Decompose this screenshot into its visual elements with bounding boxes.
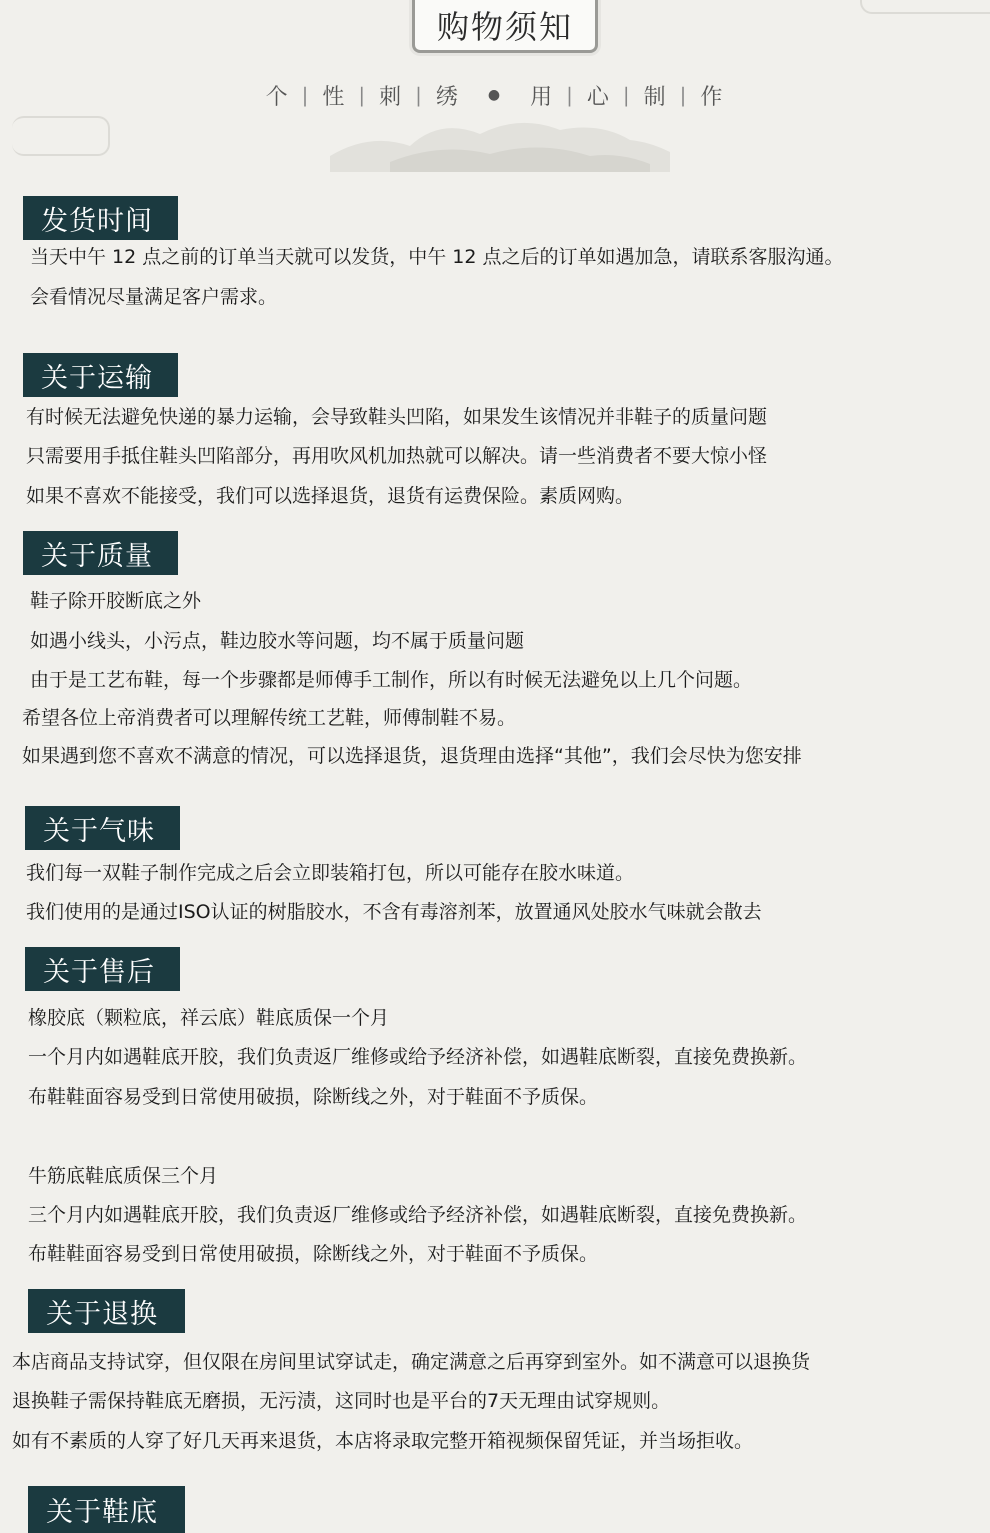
section-text: 布鞋鞋面容易受到日常使用破损，除断线之外，对于鞋面不予质保。 bbox=[28, 1243, 599, 1265]
section-text: 如遇小线头，小污点，鞋边胶水等问题，均不属于质量问题 bbox=[30, 630, 525, 652]
slogan-char: 用 bbox=[530, 84, 555, 110]
section-heading-transport: 关于运输 bbox=[23, 353, 178, 397]
section-heading-odor: 关于气味 bbox=[25, 806, 180, 850]
section-text: 如有不素质的人穿了好几天再来退货，本店将录取完整开箱视频保留凭证，并当场拒收。 bbox=[12, 1430, 754, 1452]
section-heading-soles: 关于鞋底 bbox=[28, 1486, 185, 1533]
section-text: 橡胶底（颗粒底，祥云底）鞋底质保一个月 bbox=[28, 1007, 390, 1029]
slogan-char: 性 bbox=[322, 84, 347, 110]
section-text: 如果不喜欢不能接受，我们可以选择退货，退货有运费保险。素质网购。 bbox=[26, 485, 635, 507]
section-text: 如果遇到您不喜欢不满意的情况，可以选择退货，退货理由选择“其他”，我们会尽快为您安排 bbox=[22, 745, 802, 767]
section-heading-after-sales: 关于售后 bbox=[25, 947, 180, 991]
section-text: 本店商品支持试穿，但仅限在房间里试穿试走，确定满意之后再穿到室外。如不满意可以退换货 bbox=[12, 1351, 811, 1373]
slogan-char: 绣 bbox=[435, 84, 460, 110]
slogan-divider: | bbox=[415, 83, 424, 107]
slogan-divider: | bbox=[679, 83, 689, 107]
slogan bbox=[0, 78, 990, 112]
section-heading-returns: 关于退换 bbox=[28, 1289, 185, 1333]
section-text: 会看情况尽量满足客户需求。 bbox=[30, 286, 278, 308]
slogan-divider: | bbox=[622, 83, 632, 107]
slogan-char: 作 bbox=[700, 84, 725, 110]
section-text: 退换鞋子需保持鞋底无磨损，无污渍，这同时也是平台的7天无理由试穿规则。 bbox=[12, 1390, 671, 1412]
section-heading-quality: 关于质量 bbox=[23, 531, 178, 575]
slogan-char: 心 bbox=[586, 84, 611, 110]
section-text: 只需要用手抵住鞋头凹陷部分，再用吹风机加热就可以解决。请一些消费者不要大惊小怪 bbox=[26, 445, 768, 467]
section-text: 由于是工艺布鞋，每一个步骤都是师傅手工制作，所以有时候无法避免以上几个问题。 bbox=[30, 669, 753, 691]
slogan-char: 制 bbox=[643, 84, 668, 110]
section-text: 布鞋鞋面容易受到日常使用破损，除断线之外，对于鞋面不予质保。 bbox=[28, 1086, 599, 1108]
section-heading-shipping-time: 发货时间 bbox=[23, 196, 178, 240]
slogan-dot: ● bbox=[487, 87, 503, 103]
slogan-char: 刺 bbox=[379, 84, 404, 110]
section-text: 三个月内如遇鞋底开胶，我们负责返厂维修或给予经济补偿，如遇鞋底断裂，直接免费换新。 bbox=[28, 1204, 808, 1226]
mountain-decoration bbox=[330, 112, 670, 172]
section-text: 一个月内如遇鞋底开胶，我们负责返厂维修或给予经济补偿，如遇鞋底断裂，直接免费换新。 bbox=[28, 1046, 808, 1068]
slogan-divider: | bbox=[358, 83, 368, 107]
section-text: 我们使用的是通过ISO认证的树脂胶水，不含有毒溶剂苯，放置通风处胶水气味就会散去 bbox=[26, 901, 762, 923]
slogan-divider: | bbox=[566, 83, 575, 107]
decorative-cloud-line-left bbox=[12, 116, 110, 156]
slogan-divider: | bbox=[301, 83, 311, 107]
decorative-cloud-line-right bbox=[860, 0, 990, 14]
section-text: 当天中午 12 点之前的订单当天就可以发货，中午 12 点之后的订单如遇加急，请联系客服沟通。 bbox=[30, 246, 844, 268]
slogan-char: 个 bbox=[265, 84, 290, 110]
section-text: 鞋子除开胶断底之外 bbox=[30, 590, 202, 612]
section-text: 有时候无法避免快递的暴力运输，会导致鞋头凹陷，如果发生该情况并非鞋子的质量问题 bbox=[26, 406, 768, 428]
section-text: 牛筋底鞋底质保三个月 bbox=[28, 1165, 219, 1187]
section-text: 希望各位上帝消费者可以理解传统工艺鞋，师傅制鞋不易。 bbox=[22, 707, 517, 729]
section-text: 我们每一双鞋子制作完成之后会立即装箱打包，所以可能存在胶水味道。 bbox=[26, 862, 635, 884]
page-title: 购物须知 bbox=[412, 0, 598, 53]
